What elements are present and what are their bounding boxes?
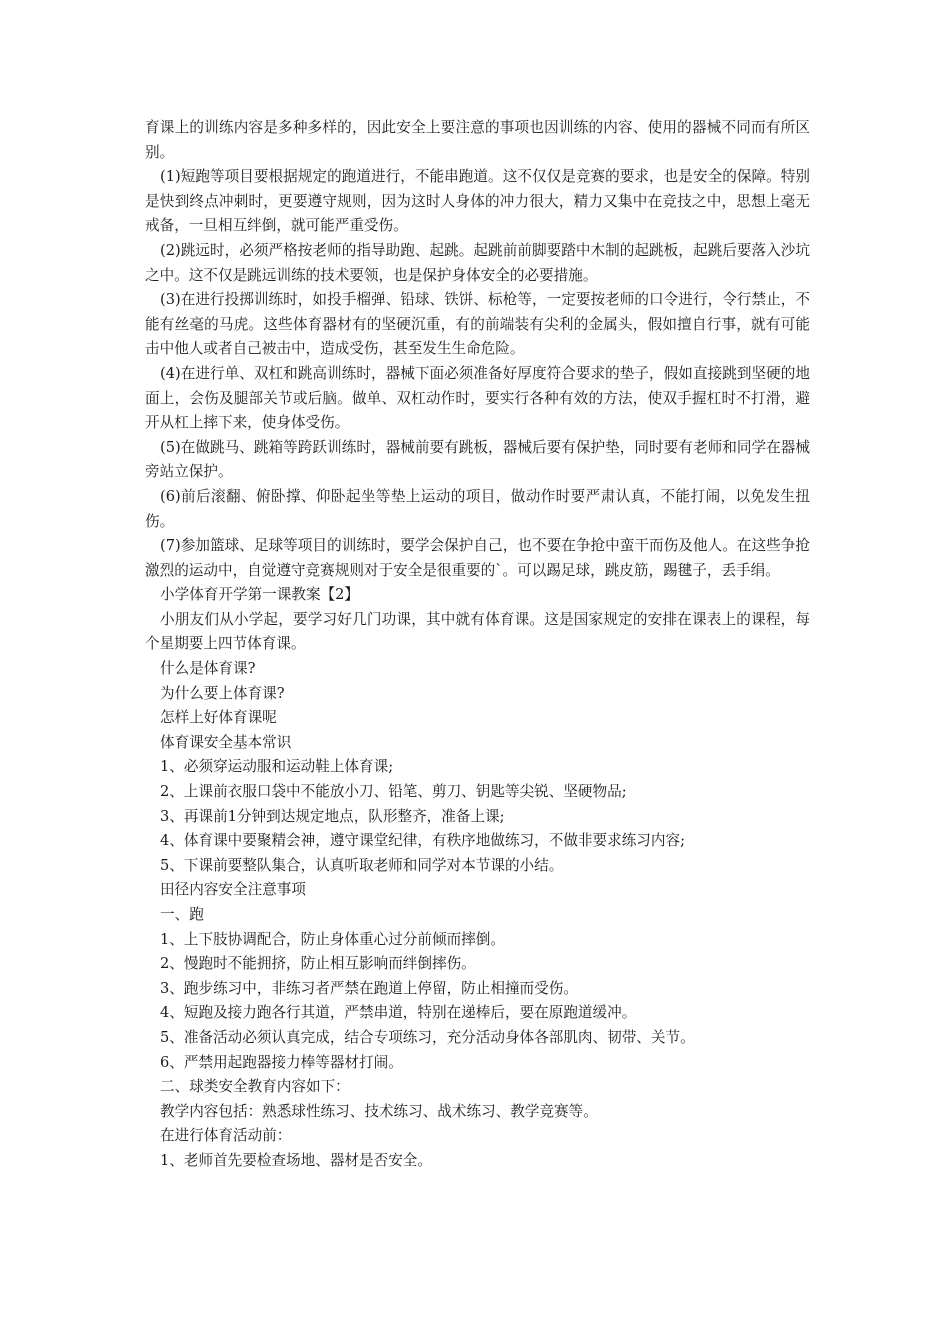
paragraph: 2、慢跑时不能拥挤，防止相互影响而绊倒摔伤。 — [160, 955, 476, 973]
paragraph: 在进行体育活动前： — [160, 1127, 292, 1145]
document-body — [145, 116, 810, 1174]
paragraph: 2、上课前衣服口袋中不能放小刀、铅笔、剪刀、钥匙等尖锐、坚硬物品; — [160, 783, 627, 801]
paragraph: 什么是体育课? — [160, 660, 256, 678]
paragraph: 1、老师首先要检查场地、器材是否安全。 — [160, 1151, 432, 1169]
paragraph: 育课上的训练内容是多种多样的，因此安全上要注意的事项也因训练的内容、使用的器械不同而有所区别。 — [145, 119, 810, 161]
paragraph: 3、再课前1分钟到达规定地点，队形整齐，准备上课; — [160, 807, 505, 825]
paragraph: 教学内容包括：熟悉球性练习、技术练习、战术练习、教学竞赛等。 — [160, 1102, 598, 1120]
paragraph: 怎样上好体育课呢 — [160, 709, 277, 727]
paragraph: 小朋友们从小学起，要学习好几门功课，其中就有体育课。这是国家规定的安排在课表上的课程，每个星期要上四节体育课。 — [145, 610, 810, 653]
paragraph: 5、准备活动必须认真完成，结合专项练习，充分活动身体各部肌肉、韧带、关节。 — [160, 1028, 695, 1046]
paragraph: (1)短跑等项目要根据规定的跑道进行，不能串跑道。这不仅仅是竞赛的要求，也是安全的保障。特别是快到终点冲刺时，更要遵守规则，因为这时人身体的冲力很大，精力又集中在竞技之中，思想上毫无戒备，一旦相互绊倒，就可能严重受伤。 — [145, 168, 810, 235]
paragraph: (7)参加篮球、足球等项目的训练时，要学会保护自己，也不要在争抢中蛮干而伤及他人。在这些争抢激烈的运动中，自觉遵守竞赛规则对于安全是很重要的`。可以踢足球，跳皮筋，踢毽子，丢手绢。 — [145, 537, 810, 579]
paragraph: 一、跑 — [160, 906, 204, 923]
paragraph: 二、球类安全教育内容如下： — [160, 1078, 350, 1096]
paragraph: 1、必须穿运动服和运动鞋上体育课; — [160, 758, 394, 776]
paragraph: 4、短跑及接力跑各行其道，严禁串道，特别在递棒后，要在原跑道缓冲。 — [160, 1004, 637, 1022]
paragraph: (6)前后滚翻、俯卧撑、仰卧起坐等垫上运动的项目，做动作时要严肃认真，不能打闹，以免发生扭伤。 — [145, 487, 810, 530]
paragraph: (5)在做跳马、跳箱等跨跃训练时，器械前要有跳板，器械后要有保护垫，同时要有老师和同学在器械旁站立保护。 — [145, 438, 810, 481]
paragraph: 5、下课前要整队集合，认真听取老师和同学对本节课的小结。 — [160, 856, 564, 874]
paragraph: (3)在进行投掷训练时，如投手榴弹、铅球、铁饼、标枪等，一定要按老师的口令进行，令行禁止，不能有丝毫的马虎。这些体育器材有的坚硬沉重，有的前端装有尖利的金属头，假如擅自行事，就有可能击中他人或者自己被击中，造成受伤，甚至发生生命危险。 — [145, 291, 810, 358]
paragraph: 为什么要上体育课? — [160, 684, 285, 702]
paragraph: 田径内容安全注意事项 — [160, 881, 306, 899]
paragraph: (4)在进行单、双杠和跳高训练时，器械下面必须准备好厚度符合要求的垫子，假如直接跳到坚硬的地面上，会伤及腿部关节或后脑。做单、双杠动作时，要实行各种有效的方法，使双手握杠时不打滑，避开从杠上摔下来，使身体受伤。 — [145, 364, 810, 432]
paragraph: 4、体育课中要聚精会神，遵守课堂纪律，有秩序地做练习，不做非要求练习内容; — [160, 832, 685, 850]
paragraph: 体育课安全基本常识 — [160, 733, 292, 751]
paragraph: 小学体育开学第一课教案【2】 — [160, 586, 360, 604]
paragraph: (2)跳远时，必须严格按老师的指导助跑、起跳。起跳前前脚要踏中木制的起跳板，起跳后要落入沙坑之中。这不仅是跳远训练的技术要领，也是保护身体安全的必要措施。 — [145, 241, 810, 284]
document-page — [145, 116, 810, 1174]
paragraph: 3、跑步练习中，非练习者严禁在跑道上停留，防止相撞而受伤。 — [160, 979, 578, 997]
paragraph: 6、严禁用起跑器接力棒等器材打闹。 — [160, 1053, 403, 1071]
paragraph: 1、上下肢协调配合，防止身体重心过分前倾而摔倒。 — [160, 930, 505, 948]
